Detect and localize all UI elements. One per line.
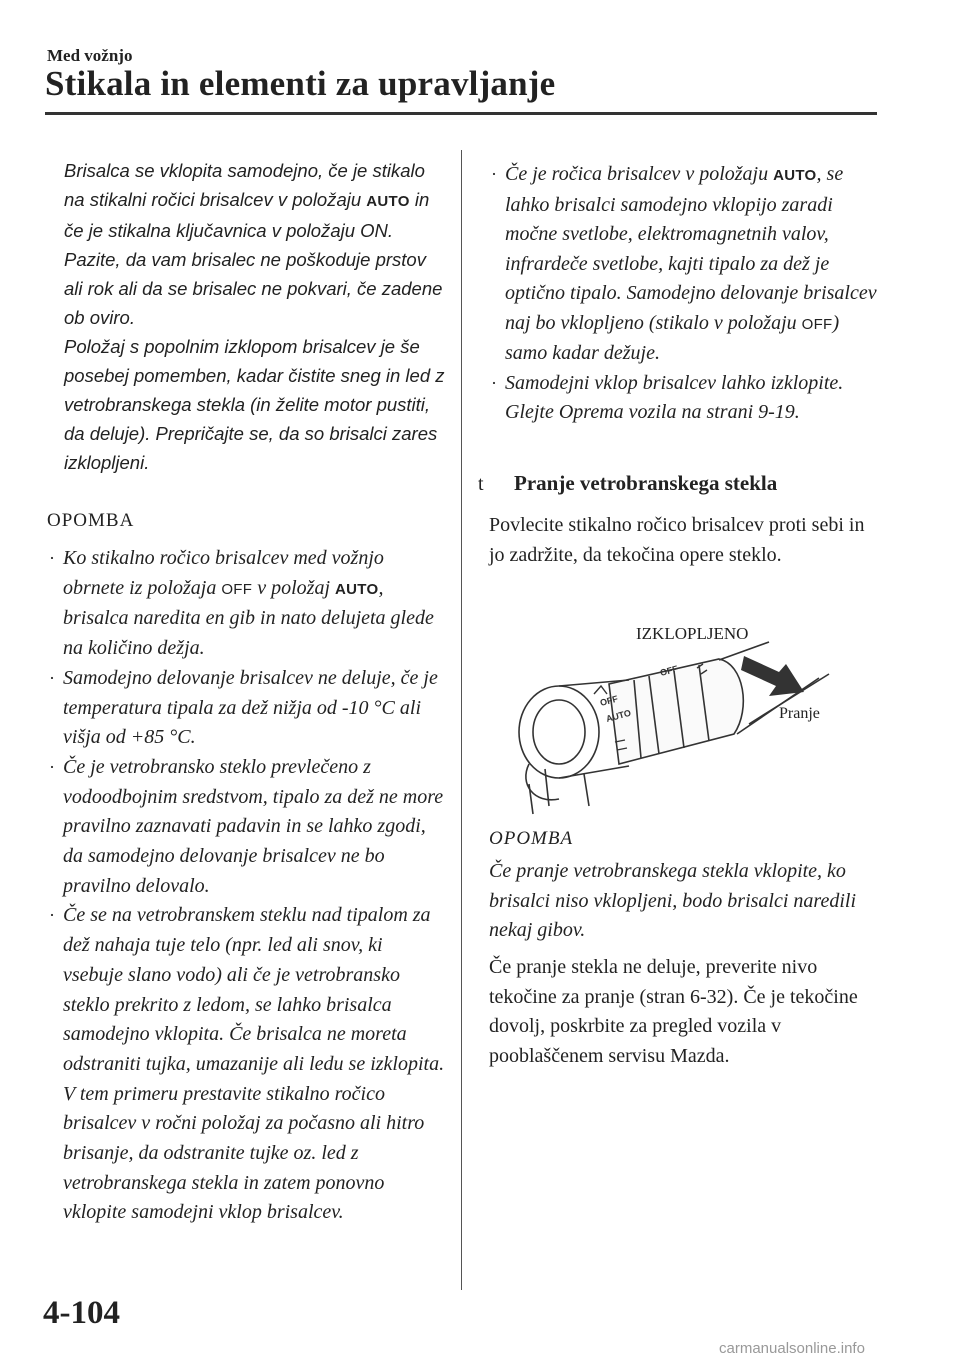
warning-box <box>64 156 449 477</box>
warning-paragraph-1: Brisalca se vklopita samodejno, če je stikalo na stikalni ročici brisalcev v položaju AUTO in če je stikalna ključavnica v položaju ON. Pazite, da vam brisalec ne poškoduje prstov ali rok ali da se brisalec ne pokvari, če zadene ob oviro. <box>64 160 443 328</box>
section-label: Med vožnjo <box>47 46 133 65</box>
list-item: · Ko stikalno ročico brisalcev med vožnjo obrnete iz položaja OFF v položaj AUTO, brisalca naredita en gib in nato delujeta glede na količino dežja. <box>49 547 434 660</box>
svg-text:AUTO: AUTO <box>604 707 632 724</box>
list-item: · Če se na vetrobranskem steklu nad tipalom za dež nahaja tuje telo (npr. led ali snov, ki vsebuje slano vodo) ali če je vetrobransko steklo prekrito z ledom, se lahko brisalca samodejno vklopita. Če brisalca ne moreta odstraniti tujka, umazanije ali ledu se izklopita. V tem primeru prestavite stikalno ročico brisalcev v ročni položaj za počasno ali hitro brisanje, da odstranite tujke oz. led z vetrobranskega stekla in zatem ponovno vklopite samodejni vklop brisalcev. <box>49 904 445 1224</box>
washer-instructions: Povlecite stikalno ročico brisalcev proti sebi in jo zadržite, da tekočina opere steklo. <box>489 514 865 566</box>
list-item: · Samodejno delovanje brisalcev ne deluje, če je temperatura tipala za dež nižja od -10 °C ali višja od +85 °C. <box>49 666 438 749</box>
warning-paragraph-2: Položaj s popolnim izklopom brisalcev je še posebej pomemben, kadar čistite sneg in led z vetrobranskega stekla (in želite motor pustiti, da deluje). Prepričajte se, da so brisalci zares izklopljeni. <box>64 336 445 473</box>
page-title: Stikala in elementi za upravljanje <box>45 64 556 103</box>
note-text-2: Če pranje vetrobranskega stekla vklopite, ko brisalci niso vklopljeni, bodo brisalci naredili nekaj gibov. <box>489 860 857 941</box>
page-number: 4-104 <box>43 1295 120 1331</box>
off-tag: OFF <box>801 315 833 333</box>
auto-tag: AUTO <box>773 167 817 184</box>
right-bullet-list <box>489 160 879 428</box>
note-heading-2: OPOMBA <box>489 828 574 849</box>
figure-label-wash: Pranje <box>779 705 820 722</box>
off-tag: OFF <box>221 580 253 598</box>
column-divider <box>461 150 462 1290</box>
note-heading: OPOMBA <box>47 510 135 531</box>
figure-label-off: IZKLOPLJENO <box>636 624 749 643</box>
subheading-washer: t Pranje vetrobranskega stekla <box>478 471 778 495</box>
auto-tag: AUTO <box>366 193 410 210</box>
auto-tag: AUTO <box>335 580 379 598</box>
note-bullet-list <box>47 544 447 1228</box>
svg-text:OFF: OFF <box>658 663 679 678</box>
watermark: carmanualsonline.info <box>719 1340 865 1357</box>
header-rule <box>45 112 877 115</box>
list-item: · Če je ročica brisalcev v položaju AUTO, se lahko brisalci samodejno vklopijo zaradi močne svetlobe, elektromagnetnih valov, infrardeče svetlobe, kajti tipalo za dež je optično tipalo. Samodejno delovanje brisalcev naj bo vklopljeno (stikalo v položaju OFF) samo kadar dežuje. <box>491 163 877 364</box>
section-marker: t <box>478 473 484 495</box>
svg-text:OFF: OFF <box>598 693 619 708</box>
closing-paragraph: Če pranje stekla ne deluje, preverite nivo tekočine za pranje (stran 6-32). Če je tekočine dovolj, poskrbite za pregled vozila v pooblaščenem servisu Mazda. <box>489 956 858 1067</box>
list-item: · Če je vetrobransko steklo prevlečeno z vodoodbojnim sredstvom, tipalo za dež ne more pravilno zaznavati padavin in se lahko zgodi, da samodejno delovanje brisalcev ne bo pravilno delovalo. <box>49 755 444 897</box>
list-item: · Samodejni vklop brisalcev lahko izklopite. Glejte Oprema vozila na strani 9-19. <box>491 371 844 423</box>
